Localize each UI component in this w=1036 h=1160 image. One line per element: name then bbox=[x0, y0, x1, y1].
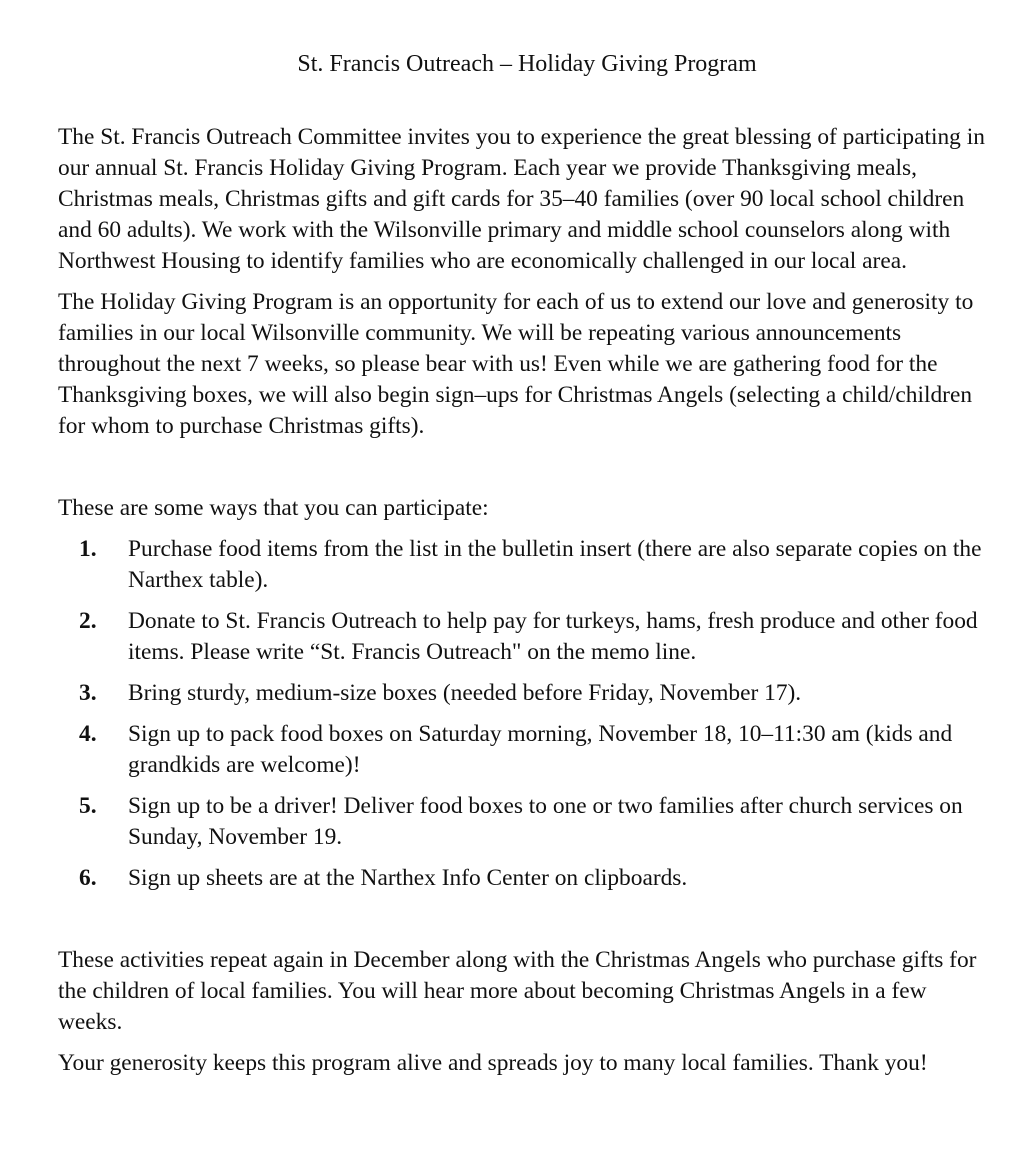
list-item bbox=[58, 534, 996, 596]
list-number: 3. bbox=[79, 680, 97, 706]
list-item bbox=[58, 678, 996, 709]
list-number: 4. bbox=[79, 721, 97, 747]
document-title: St. Francis Outreach – Holiday Giving Program bbox=[297, 51, 757, 77]
list-text: Purchase food items from the list in the bulletin insert (there are also separate copies on the Narthex table). bbox=[128, 536, 982, 593]
list-number: 5. bbox=[79, 793, 97, 819]
list-text: Sign up to be a driver! Deliver food boxes to one or two families after church services on Sunday, November 19. bbox=[128, 793, 963, 850]
thank-you-paragraph: Your generosity keeps this program alive and spreads joy to many local families. Thank you! bbox=[58, 1050, 928, 1076]
list-text: Sign up to pack food boxes on Saturday morning, November 18, 10–11:30 am (kids and grandkids are welcome)! bbox=[128, 721, 953, 778]
list-item bbox=[58, 791, 996, 853]
list-text: Sign up sheets are at the Narthex Info Center on clipboards. bbox=[128, 865, 688, 891]
list-text: Donate to St. Francis Outreach to help pay for turkeys, hams, fresh produce and other food items. Please write “St. Francis Outreach" on the memo line. bbox=[128, 608, 978, 665]
participation-list bbox=[58, 534, 996, 894]
list-item bbox=[58, 719, 996, 781]
spacer bbox=[58, 904, 996, 935]
list-number: 1. bbox=[79, 536, 97, 562]
list-text: Bring sturdy, medium-size boxes (needed before Friday, November 17). bbox=[128, 680, 802, 706]
program-paragraph: The Holiday Giving Program is an opportunity for each of us to extend our love and generosity to families in our local Wilsonville community. We will be repeating various announcements throughout the next 7 weeks, so please bear with us! Even while we are gathering food for the Thanksgiving boxes, we will also begin sign–ups for Christmas Angels (selecting a child/children for whom to purchase Christmas gifts). bbox=[58, 289, 974, 439]
intro-paragraph: The St. Francis Outreach Committee invites you to experience the great blessing of participating in our annual St. Francis Holiday Giving Program. Each year we provide Thanksgiving meals, Christmas meals, Christmas gifts and gift cards for 35–40 families (over 90 local school children and 60 adults). We work with the Wilsonville primary and middle school counselors along with Northwest Housing to identify families who are economically challenged in our local area. bbox=[58, 124, 985, 274]
list-item bbox=[58, 606, 996, 668]
december-paragraph: These activities repeat again in December along with the Christmas Angels who purchase gifts for the children of local families. You will hear more about becoming Christmas Angels in a few weeks. bbox=[58, 947, 977, 1035]
list-number: 6. bbox=[79, 865, 97, 891]
spacer bbox=[58, 452, 996, 483]
list-item bbox=[58, 863, 996, 894]
list-intro: These are some ways that you can participate: bbox=[58, 495, 489, 521]
list-number: 2. bbox=[79, 608, 97, 634]
